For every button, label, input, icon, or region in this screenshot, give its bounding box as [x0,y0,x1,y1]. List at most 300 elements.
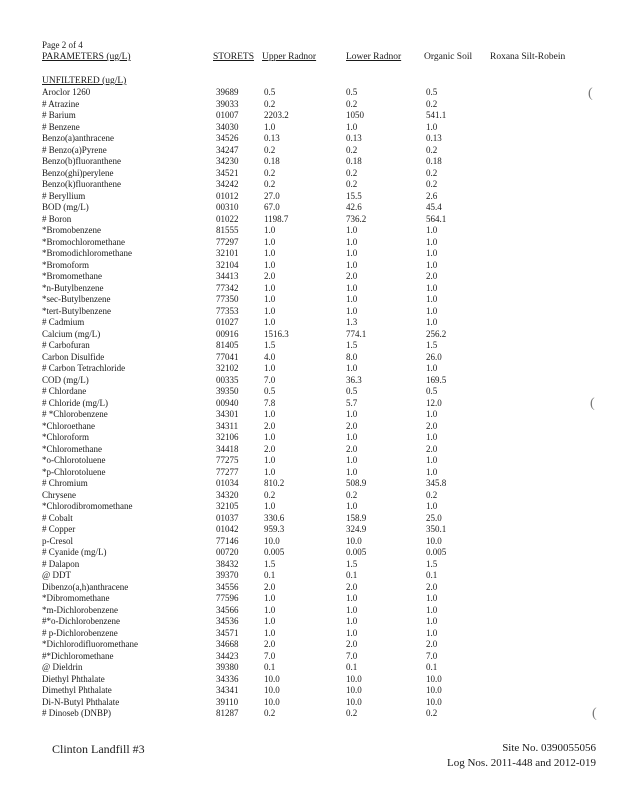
parameter-name: *Dibromomethane [42,593,110,603]
margin-mark: ( [588,86,593,101]
lower-radnor-value: 0.2 [346,167,358,178]
organic-soil-value: 169.5 [426,374,447,385]
upper-radnor-value: 1.0 [264,282,276,293]
table-row [0,708,618,720]
lower-radnor-value: 0.2 [346,98,358,109]
lower-radnor-value: 42.6 [346,202,362,212]
parameter-name: Diethyl Phthalate [42,673,105,684]
footer-log-numbers: Log Nos. 2011-448 and 2012-019 [447,757,596,769]
table-row [0,398,618,410]
organic-soil-value: 0.5 [426,87,438,97]
storet-code: 32106 [216,432,239,442]
organic-soil-value: 0.2 [426,179,438,189]
parameter-name: Di-N-Butyl Phthalate [42,696,120,707]
organic-soil-value: 0.005 [426,547,447,557]
parameter-name: # Atrazine [42,98,80,109]
storet-code: 39033 [216,98,239,109]
table-row [0,191,618,203]
parameter-name: Calcium (mg/L) [42,328,101,339]
organic-soil-value: 25.0 [426,512,442,523]
organic-soil-value: 0.2 [426,708,438,718]
upper-radnor-value: 1.0 [264,593,276,603]
parameter-name: BOD (mg/L) [42,202,89,212]
organic-soil-value: 0.1 [426,662,438,672]
parameter-name: *tert-Butylbenzene [42,305,111,316]
lower-radnor-value: 10.0 [346,535,362,546]
table-row [0,697,618,709]
storet-code: 34413 [216,271,239,281]
upper-radnor-value: 1.0 [264,317,276,327]
storet-code: 34556 [216,581,239,592]
parameter-name: #*Dichloromethane [42,650,114,661]
lower-radnor-value: 0.1 [346,570,358,580]
upper-radnor-value: 1.0 [264,604,276,615]
organic-soil-value: 0.18 [426,156,442,166]
table-row [0,122,618,134]
storet-code: 77146 [216,535,239,546]
organic-soil-value: 26.0 [426,351,442,362]
upper-radnor-value: 1198.7 [264,213,289,224]
lower-radnor-value: 0.5 [346,87,358,97]
upper-radnor-value: 10.0 [264,535,280,546]
lower-radnor-value: 1.5 [346,340,358,350]
lower-radnor-value: 508.9 [346,478,367,488]
table-row [0,375,618,387]
table-row [0,99,618,111]
upper-radnor-value: 1.5 [264,558,276,569]
storet-code: 34566 [216,604,239,615]
storet-code: 39380 [216,662,239,672]
table-row [0,455,618,467]
lower-radnor-value: 1.0 [346,248,358,258]
header-roxana-silt: Roxana Silt-Robein [490,52,566,62]
table-row [0,340,618,352]
upper-radnor-value: 2.0 [264,271,276,281]
upper-radnor-value: 67.0 [264,202,280,212]
parameter-name: Benzo(a)anthracene [42,133,114,143]
parameter-name: @ Dieldrin [42,662,83,672]
footer-site-name: Clinton Landfill #3 [52,742,145,756]
upper-radnor-value: 7.8 [264,397,276,408]
upper-radnor-value: 7.0 [264,374,276,385]
table-row [0,651,618,663]
upper-radnor-value: 1.0 [264,121,276,132]
storet-code: 34341 [216,685,239,695]
upper-radnor-value: 0.2 [264,179,276,189]
table-row [0,225,618,237]
table-row [0,271,618,283]
storet-code: 01022 [216,213,239,224]
storet-code: 34668 [216,639,239,649]
table-row [0,467,618,479]
lower-radnor-value: 158.9 [346,512,367,523]
storet-code: 34230 [216,156,239,166]
lower-radnor-value: 1.0 [346,225,358,235]
upper-radnor-value: 27.0 [264,190,280,201]
organic-soil-value: 0.2 [426,98,438,109]
header-upper-radnor: Upper Radnor [262,52,317,62]
table-row [0,202,618,214]
parameter-name: *Bromomethane [42,271,102,281]
storet-code: 34571 [216,627,239,638]
storet-code: 00310 [216,202,239,212]
organic-soil-value: 345.8 [426,478,447,488]
upper-radnor-value: 0.2 [264,708,276,718]
organic-soil-value: 1.0 [426,305,438,316]
organic-soil-value: 1.0 [426,616,438,626]
table-row [0,685,618,697]
parameter-name: Benzo(k)fluoranthene [42,179,121,189]
parameter-name: # p-Dichlorobenzene [42,627,118,638]
upper-radnor-value: 810.2 [264,478,285,488]
lower-radnor-value: 1.0 [346,305,358,316]
upper-radnor-value: 2.0 [264,639,276,649]
upper-radnor-value: 2203.2 [264,110,289,120]
upper-radnor-value: 0.13 [264,133,280,143]
parameter-table [0,87,618,720]
parameter-name: # Cadmium [42,317,85,327]
organic-soil-value: 1.0 [426,121,438,132]
organic-soil-value: 1.0 [426,225,438,235]
lower-radnor-value: 324.9 [346,524,367,534]
table-row [0,478,618,490]
organic-soil-value: 2.0 [426,581,438,592]
organic-soil-value: 0.5 [426,386,438,396]
upper-radnor-value: 1.0 [264,466,276,477]
organic-soil-value: 2.0 [426,420,438,431]
parameter-name: # Dinoseb (DNBP) [42,708,111,718]
lower-radnor-value: 8.0 [346,351,358,362]
storet-code: 77297 [216,236,239,247]
table-row [0,294,618,306]
organic-soil-value: 2.0 [426,639,438,649]
table-row [0,306,618,318]
parameter-name: *Chloromethane [42,443,102,454]
lower-radnor-value: 15.5 [346,190,362,201]
lower-radnor-value: 2.0 [346,271,358,281]
lower-radnor-value: 1.0 [346,282,358,293]
table-row [0,329,618,341]
storet-code: 77596 [216,593,239,603]
organic-soil-value: 564.1 [426,213,447,224]
storet-code: 81555 [216,225,239,235]
lower-radnor-value: 1050 [346,110,364,120]
organic-soil-value: 7.0 [426,650,438,661]
parameter-name: # Beryllium [42,190,86,201]
table-row [0,570,618,582]
lower-radnor-value: 7.0 [346,650,358,661]
upper-radnor-value: 0.1 [264,662,276,672]
storet-code: 34418 [216,443,239,454]
table-row [0,605,618,617]
lower-radnor-value: 0.2 [346,179,358,189]
upper-radnor-value: 0.2 [264,98,276,109]
lower-radnor-value: 10.0 [346,685,362,695]
storet-code: 32104 [216,259,239,270]
storet-code: 01012 [216,190,239,201]
lower-radnor-value: 2.0 [346,420,358,431]
parameter-name: # Boron [42,213,72,224]
parameter-name: # Chloride (mg/L) [42,397,108,408]
table-row [0,432,618,444]
storet-code: 77353 [216,305,239,316]
table-row [0,317,618,329]
storet-code: 39350 [216,386,239,396]
lower-radnor-value: 1.0 [346,604,358,615]
upper-radnor-value: 1.5 [264,340,276,350]
storet-code: 77342 [216,282,239,293]
organic-soil-value: 1.0 [426,363,438,373]
storet-code: 81287 [216,708,239,718]
parameter-name: *n-Butylbenzene [42,282,104,293]
upper-radnor-value: 330.6 [264,512,285,523]
storet-code: 34242 [216,179,239,189]
upper-radnor-value: 1.0 [264,294,276,304]
upper-radnor-value: 0.5 [264,87,276,97]
storet-code: 77041 [216,351,239,362]
lower-radnor-value: 1.0 [346,455,358,465]
parameter-name: # Benzo(a)Pyrene [42,144,107,155]
storet-code: 77350 [216,294,239,304]
parameter-name: *p-Chlorotoluene [42,466,106,477]
lower-radnor-value: 1.0 [346,409,358,419]
organic-soil-value: 1.0 [426,282,438,293]
organic-soil-value: 10.0 [426,673,442,684]
storet-code: 34320 [216,489,239,500]
upper-radnor-value: 0.2 [264,144,276,155]
parameter-name: # Dalapon [42,558,80,569]
storet-code: 34247 [216,144,239,155]
lower-radnor-value: 1.5 [346,558,358,569]
storet-code: 77277 [216,466,239,477]
page-number: Page 2 of 4 [42,40,83,50]
upper-radnor-value: 1.0 [264,409,276,419]
parameter-name: @ DDT [42,570,72,580]
upper-radnor-value: 0.005 [264,547,285,557]
table-row [0,179,618,191]
organic-soil-value: 2.6 [426,190,438,201]
lower-radnor-value: 2.0 [346,581,358,592]
table-row [0,409,618,421]
storet-code: 39110 [216,696,239,707]
lower-radnor-value: 1.0 [346,363,358,373]
parameter-name: Benzo(ghi)perylene [42,167,114,178]
parameter-name: p-Cresol [42,535,73,546]
storet-code: 34030 [216,121,239,132]
table-row [0,513,618,525]
upper-radnor-value: 1.0 [264,363,276,373]
organic-soil-value: 1.0 [426,409,438,419]
upper-radnor-value: 959.3 [264,524,285,534]
organic-soil-value: 1.5 [426,340,438,350]
parameter-name: Dibenzo(a,h)anthracene [42,581,129,592]
lower-radnor-value: 0.5 [346,386,358,396]
storet-code: 00720 [216,547,239,557]
upper-radnor-value: 1.0 [264,432,276,442]
lower-radnor-value: 1.0 [346,294,358,304]
table-row [0,283,618,295]
lower-radnor-value: 774.1 [346,328,367,339]
organic-soil-value: 10.0 [426,685,442,695]
lower-radnor-value: 1.3 [346,317,358,327]
storet-code: 39689 [216,87,239,97]
storet-code: 32105 [216,501,239,511]
lower-radnor-value: 1.0 [346,121,358,132]
table-row [0,662,618,674]
organic-soil-value: 350.1 [426,524,447,534]
section-unfiltered: UNFILTERED (ug/L) [42,76,127,86]
storet-code: 01037 [216,512,239,523]
storet-code: 39370 [216,570,239,580]
lower-radnor-value: 5.7 [346,397,358,408]
organic-soil-value: 0.2 [426,489,438,500]
parameter-name: *Dichlorodifluoromethane [42,639,138,649]
table-row [0,639,618,651]
upper-radnor-value: 1.0 [264,501,276,511]
organic-soil-value: 2.0 [426,271,438,281]
lower-radnor-value: 2.0 [346,639,358,649]
organic-soil-value: 1.0 [426,455,438,465]
parameter-name: *Chlorodibromomethane [42,501,133,511]
lower-radnor-value: 1.0 [346,432,358,442]
parameter-name: # Barium [42,110,76,120]
margin-mark: ( [592,706,597,721]
parameter-name: Carbon Disulfide [42,351,105,362]
storet-code: 01027 [216,317,239,327]
upper-radnor-value: 0.18 [264,156,280,166]
upper-radnor-value: 1516.3 [264,328,289,339]
table-row [0,616,618,628]
parameter-name: # Carbon Tetrachloride [42,363,126,373]
lower-radnor-value: 36.3 [346,374,362,385]
lower-radnor-value: 1.0 [346,236,358,247]
parameter-name: # Cobalt [42,512,73,523]
table-row [0,133,618,145]
upper-radnor-value: 0.1 [264,570,276,580]
storet-code: 38432 [216,558,239,569]
organic-soil-value: 1.0 [426,627,438,638]
parameter-name: COD (mg/L) [42,374,89,385]
storet-code: 00916 [216,328,239,339]
header-lower-radnor: Lower Radnor [346,52,402,62]
parameter-name: # Cyanide (mg/L) [42,547,107,557]
organic-soil-value: 1.0 [426,501,438,511]
lower-radnor-value: 1.0 [346,616,358,626]
upper-radnor-value: 2.0 [264,581,276,592]
storet-code: 34423 [216,650,239,661]
storet-code: 81405 [216,340,239,350]
storet-code: 00335 [216,374,239,385]
organic-soil-value: 256.2 [426,328,447,339]
lower-radnor-value: 736.2 [346,213,367,224]
parameter-name: # Benzene [42,121,80,132]
organic-soil-value: 0.1 [426,570,438,580]
footer-site-number: Site No. 0390055056 [502,742,596,754]
storet-code: 34336 [216,673,239,684]
parameter-name: #*o-Dichlorobenzene [42,616,120,626]
storet-code: 00940 [216,397,239,408]
lower-radnor-value: 0.13 [346,133,362,143]
table-row [0,260,618,272]
organic-soil-value: 541.1 [426,110,447,120]
storet-code: 34301 [216,409,239,419]
lower-radnor-value: 1.0 [346,466,358,477]
organic-soil-value: 1.0 [426,248,438,258]
upper-radnor-value: 1.0 [264,627,276,638]
parameter-name: Dimethyl Phthalate [42,685,112,695]
lower-radnor-value: 0.005 [346,547,367,557]
table-row [0,674,618,686]
table-row [0,628,618,640]
upper-radnor-value: 1.0 [264,248,276,258]
organic-soil-value: 1.0 [426,432,438,442]
parameter-name: *Bromoform [42,259,89,270]
lower-radnor-value: 0.2 [346,489,358,500]
upper-radnor-value: 7.0 [264,650,276,661]
header-organic-soil: Organic Soil [424,52,473,62]
organic-soil-value: 10.0 [426,696,442,707]
lower-radnor-value: 2.0 [346,443,358,454]
storet-code: 32101 [216,248,239,258]
upper-radnor-value: 0.2 [264,167,276,178]
parameter-name: # Copper [42,524,76,534]
lower-radnor-value: 10.0 [346,696,362,707]
upper-radnor-value: 0.5 [264,386,276,396]
table-row [0,363,618,375]
parameter-name: Chrysene [42,489,76,500]
table-row [0,156,618,168]
lower-radnor-value: 0.2 [346,708,358,718]
lower-radnor-value: 10.0 [346,673,362,684]
parameter-name: # Chromium [42,478,88,488]
lower-radnor-value: 1.0 [346,501,358,511]
parameter-name: # Chlordane [42,386,87,396]
organic-soil-value: 0.2 [426,144,438,155]
parameter-name: Benzo(b)fluoranthene [42,156,121,166]
organic-soil-value: 1.0 [426,259,438,270]
header-parameters: PARAMETERS (ug/L) [42,52,131,62]
upper-radnor-value: 10.0 [264,685,280,695]
table-row [0,536,618,548]
organic-soil-value: 1.0 [426,294,438,304]
organic-soil-value: 1.5 [426,558,438,569]
upper-radnor-value: 4.0 [264,351,276,362]
margin-mark: ( [590,396,595,411]
lower-radnor-value: 0.1 [346,662,358,672]
table-row [0,87,618,99]
parameter-name: *Bromobenzene [42,225,101,235]
lower-radnor-value: 0.18 [346,156,362,166]
upper-radnor-value: 1.0 [264,236,276,247]
upper-radnor-value: 1.0 [264,616,276,626]
parameter-name: *Chloroethane [42,420,95,431]
storet-code: 01034 [216,478,239,488]
parameter-name: *Chloroform [42,432,89,442]
table-row [0,386,618,398]
table-row [0,248,618,260]
upper-radnor-value: 1.0 [264,225,276,235]
parameter-name: *o-Chlorotoluene [42,455,106,465]
parameter-name: # *Chlorobenzene [42,409,108,419]
organic-soil-value: 2.0 [426,443,438,454]
storet-code: 34521 [216,167,239,178]
organic-soil-value: 10.0 [426,535,442,546]
parameter-name: # Carbofuran [42,340,90,350]
storet-code: 34311 [216,420,239,431]
table-row [0,490,618,502]
parameter-name: *m-Dichlorobenzene [42,604,118,615]
upper-radnor-value: 10.0 [264,673,280,684]
